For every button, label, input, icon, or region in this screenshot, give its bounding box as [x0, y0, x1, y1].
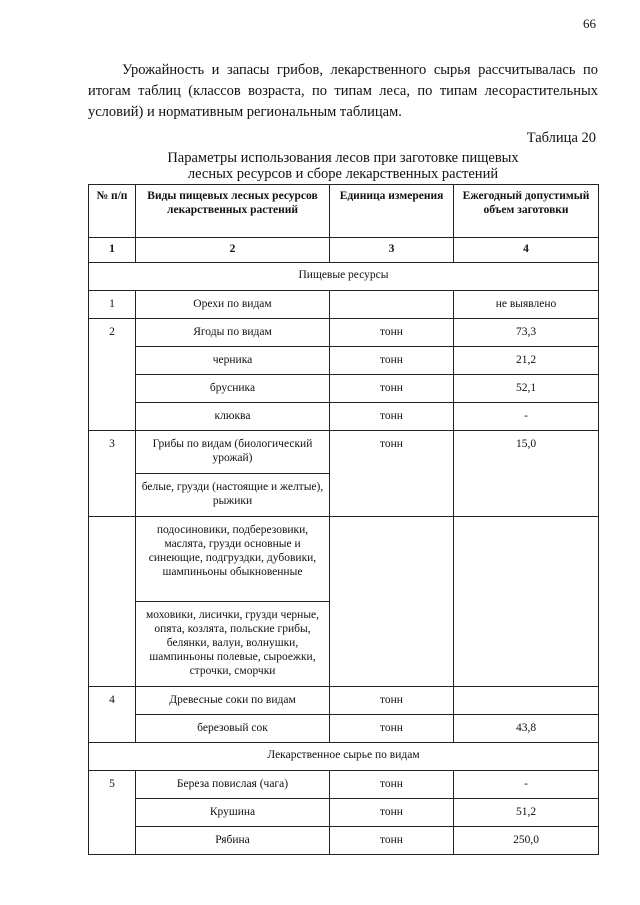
- row-num: [89, 517, 136, 687]
- table-title: [88, 150, 598, 182]
- table-row: [89, 347, 599, 375]
- column-number: 1: [89, 238, 136, 263]
- row-value: 21,2: [454, 347, 599, 375]
- header-volume: Ежегодный допустимый объем заготовки: [454, 185, 599, 238]
- row-num: 4: [89, 687, 136, 743]
- row-unit: тонн: [330, 403, 454, 431]
- table-row: [89, 291, 599, 319]
- row-unit: [330, 517, 454, 687]
- row-unit: тонн: [330, 431, 454, 517]
- row-value: [454, 517, 599, 687]
- row-value: 73,3: [454, 319, 599, 347]
- row-unit: тонн: [330, 799, 454, 827]
- row-name: Орехи по видам: [136, 291, 330, 319]
- table-label: Таблица 20: [526, 130, 596, 146]
- row-value: 52,1: [454, 375, 599, 403]
- section-title-medicinal: Лекарственное сырье по видам: [89, 743, 599, 771]
- row-name: брусника: [136, 375, 330, 403]
- row-unit: тонн: [330, 375, 454, 403]
- row-value: 43,8: [454, 715, 599, 743]
- row-name: белые, грузди (настоящие и желтые), рыжики: [136, 474, 330, 517]
- row-num: 1: [89, 291, 136, 319]
- table-row: [89, 715, 599, 743]
- row-unit: тонн: [330, 319, 454, 347]
- row-value: -: [454, 403, 599, 431]
- row-value: не выявлено: [454, 291, 599, 319]
- row-value: 51,2: [454, 799, 599, 827]
- table-row: [89, 431, 599, 474]
- header-unit: Единица измерения: [330, 185, 454, 238]
- row-name: березовый сок: [136, 715, 330, 743]
- page-number: 66: [583, 16, 596, 31]
- table-header-row: [89, 185, 599, 238]
- table-row: [89, 517, 599, 602]
- row-name: подосиновики, подберезовики, маслята, грузди основные и синеющие, подгруздки, дубовики, шампиньоны обыкновенные: [136, 517, 330, 602]
- row-value: 15,0: [454, 431, 599, 517]
- row-name: Береза повислая (чага): [136, 771, 330, 799]
- table-row: [89, 799, 599, 827]
- row-num: 3: [89, 431, 136, 517]
- row-num: 5: [89, 771, 136, 855]
- row-name: Крушина: [136, 799, 330, 827]
- header-num: № п/п: [89, 185, 136, 238]
- row-name: клюква: [136, 403, 330, 431]
- row-unit: тонн: [330, 715, 454, 743]
- intro-paragraph: Урожайность и запасы грибов, лекарственного сырья рассчитывалась по итогам таблиц (классов возраста, по типам леса, по типам лесорастительных условий) и нормативным региональным таблицам.: [88, 62, 598, 120]
- row-name: моховики, лисички, грузди черные, опята, козлята, польские грибы, белянки, валуи, волнушки, шампиньоны полевые, сыроежки, строчки, сморчки: [136, 602, 330, 687]
- table-title-line-2: лесных ресурсов и сборе лекарственных растений: [187, 166, 499, 182]
- table-row: [89, 827, 599, 855]
- column-number: 2: [136, 238, 330, 263]
- row-unit: тонн: [330, 687, 454, 715]
- header-type: Виды пищевых лесных ресурсов лекарственных растений: [136, 185, 330, 238]
- row-value: 250,0: [454, 827, 599, 855]
- section-title-food: Пищевые ресурсы: [89, 263, 599, 291]
- row-name: черника: [136, 347, 330, 375]
- table-row: [89, 771, 599, 799]
- forest-resources-table: [88, 184, 599, 855]
- row-unit: тонн: [330, 347, 454, 375]
- column-number-row: [89, 238, 599, 263]
- section-row-food: [89, 263, 599, 291]
- row-unit: тонн: [330, 771, 454, 799]
- table-row: [89, 687, 599, 715]
- row-unit: [330, 291, 454, 319]
- column-number: 3: [330, 238, 454, 263]
- row-name: Древесные соки по видам: [136, 687, 330, 715]
- row-name: Ягоды по видам: [136, 319, 330, 347]
- row-name: Рябина: [136, 827, 330, 855]
- row-num: 2: [89, 319, 136, 431]
- table-row: [89, 375, 599, 403]
- table-title-line-1: Параметры использования лесов при заготовке пищевых: [167, 150, 519, 166]
- column-number: 4: [454, 238, 599, 263]
- table-row: [89, 403, 599, 431]
- table-row: [89, 319, 599, 347]
- section-row-medicinal: [89, 743, 599, 771]
- row-unit: тонн: [330, 827, 454, 855]
- row-value: -: [454, 771, 599, 799]
- row-value: [454, 687, 599, 715]
- row-name: Грибы по видам (биологический урожай): [136, 431, 330, 474]
